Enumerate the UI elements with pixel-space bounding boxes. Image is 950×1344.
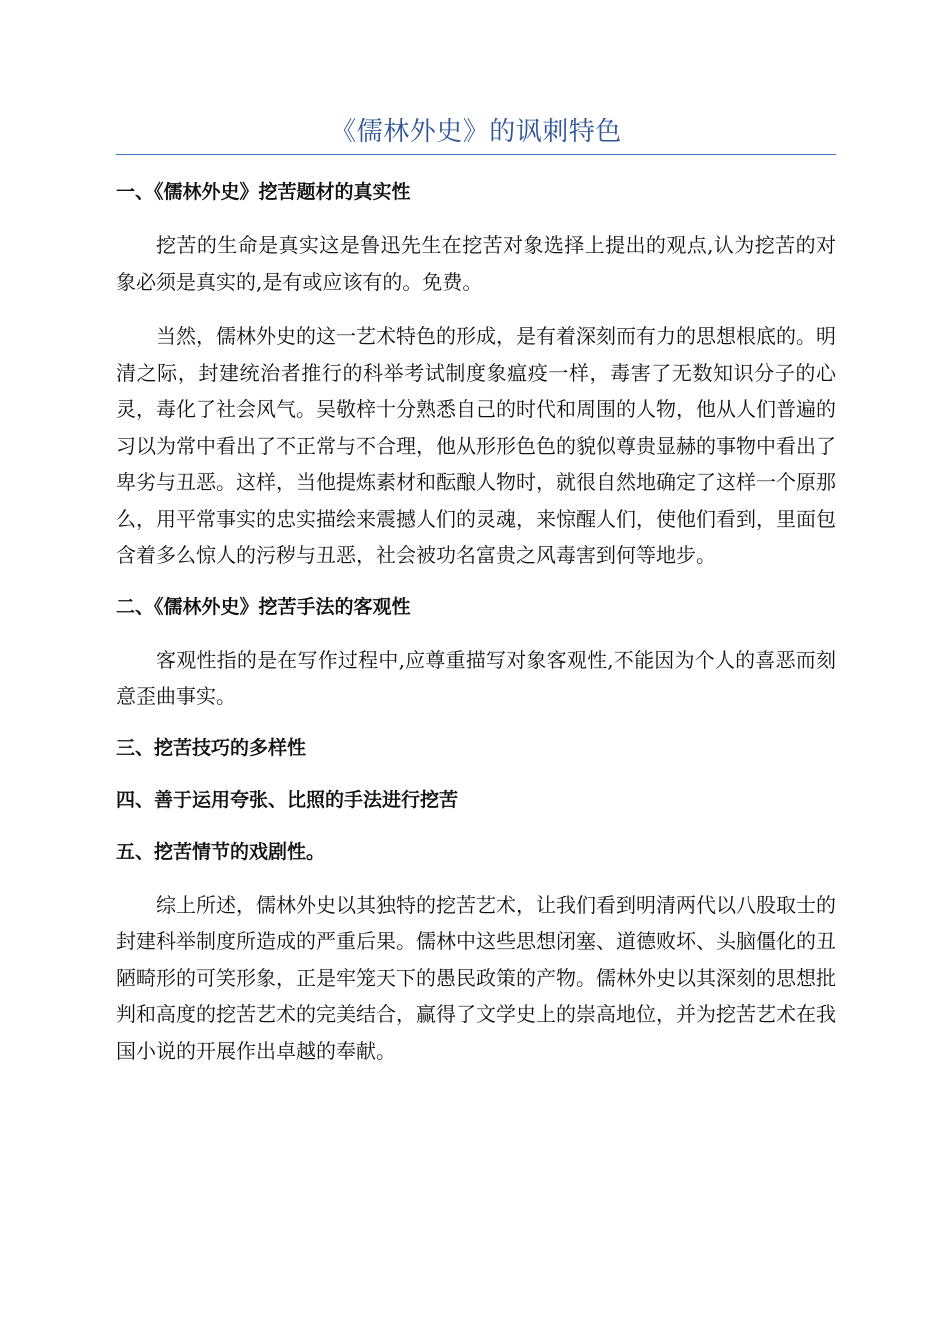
paragraph-2: 当然，儒林外史的这一艺术特色的形成，是有着深刻而有力的思想根底的。明清之际，封建统治者推行的科举考试制度象瘟疫一样，毒害了无数知识分子的心灵，毒化了社会风气。吴敬梓十分熟悉自己的时代和周围的人物，他从人们普遍的习以为常中看出了不正常与不合理，他从形形色色的貌似尊贵显赫的事物中看出了卑劣与丑恶。这样，当他提炼素材和酝酿人物时，就很自然地确定了这样一个原那么，用平常事实的忠实描绘来震撼人们的灵魂，来惊醒人们，使他们看到，里面包含着多么惊人的污秽与丑恶，社会被功名富贵之风毒害到何等地步。 [116,324,836,567]
section-heading-1: 一、《儒林外史》挖苦题材的真实性 [116,181,411,203]
paragraph-4: 综上所述，儒林外史以其独特的挖苦艺术，让我们看到明清两代以八股取士的封建科举制度所造成的严重后果。儒林中这些思想闭塞、道德败坏、头脑僵化的丑陋畸形的可笑形象，正是牢笼天下的愚民政策的产物。儒林外史以其深刻的思想批判和高度的挖苦艺术的完美结合，赢得了文学史上的崇高地位，并为挖苦艺术在我国小说的开展作出卓越的奉献。 [116,892,836,1063]
document-title: 《儒林外史》的讽刺特色 [116,112,836,155]
paragraph-3: 客观性指的是在写作过程中,应尊重描写对象客观性,不能因为个人的喜恶而刻意歪曲事实。 [116,647,836,708]
paragraph-1: 挖苦的生命是真实这是鲁迅先生在挖苦对象选择上提出的观点,认为挖苦的对象必须是真实的,是有或应该有的。免费。 [116,233,836,294]
section-heading-3: 三、挖苦技巧的多样性 [116,736,307,759]
section-heading-2: 二、《儒林外史》挖苦手法的客观性 [116,595,411,618]
section-heading-5: 五、挖苦情节的戏剧性。 [116,840,326,863]
section-heading-4: 四、善于运用夸张、比照的手法进行挖苦 [116,788,459,811]
document-page [116,112,836,1087]
